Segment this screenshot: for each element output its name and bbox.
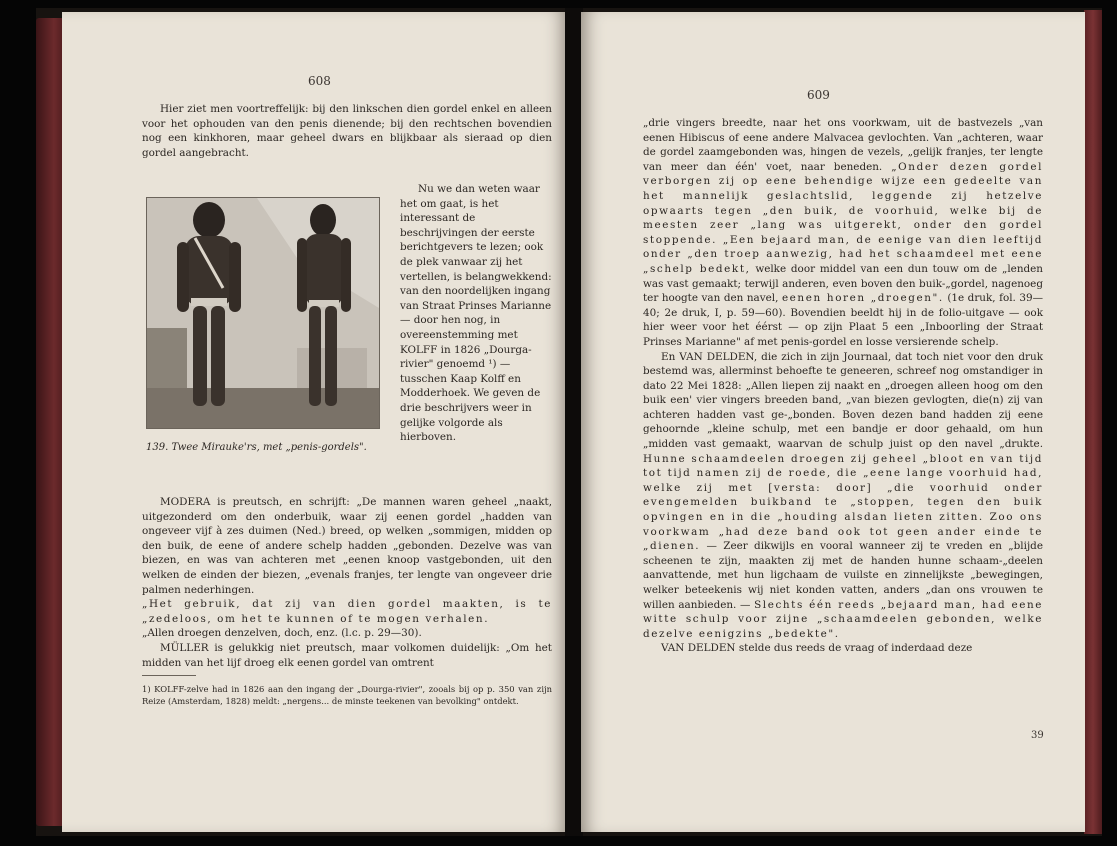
right-para1-b: welke door middel van een dun touw om de „lenden was vast gemaakt; terwijl anderen, even boven den buik-„gordel, nagenoeg ter hoogte van den navel, (643, 262, 1044, 305)
right-para2-spaced2: Slechts één reeds „bejaard man, had eene witte schulp voor zijne „schaamdeelen gebonden, welke dezelve eenigzins „bedekte". (643, 598, 1043, 640)
figure-caption: 139. Twee Mirauke'rs, met „penis-gordels". (146, 442, 367, 453)
left-page (62, 12, 567, 832)
page-number-left: 608 (308, 74, 331, 88)
book-spread (36, 8, 1102, 836)
right-para1-spaced2: eenen horen „droegen". (781, 292, 944, 305)
left-top-paragraph: Hier ziet men voortreffelijk: bij den linkschen dien gordel enkel en alleen voor het ophouden van den penis dienende; bij den rechtschen bovendien nog een kinkhoren, maar geheel dwars en blijkbaar als sieraad op dien gordel aangebracht. (142, 103, 552, 159)
book-cover-right (1084, 10, 1102, 834)
footnote: 1) KOLFF-zelve had in 1826 aan den ingang der „Dourga-rivier", zooals bij op p. 350 van zijn Reize (Amsterdam, 1828) meldt: „nergens... de minste teekenen van bevolking" ontdekt. (142, 684, 552, 706)
figure-illustration (147, 198, 379, 428)
right-para3: VAN DELDEN stelde dus reeds de vraag of inderdaad deze (661, 642, 973, 655)
right-para2-a: En VAN DELDEN, die zich in zijn Journaal, dat toch niet voor den druk bestemd was, allerminst behoefte te geneeren, schreef nog omstandiger in dato 22 Mei 1828: „Allen liepen zij naakt en „droegen alleen hoog om den buik een' vier vingers breeden band, „van biezen gevlogten, die(n) zij van achteren hadden vast ge-„bonden. Boven dezen band hadden zij eene gehoornde „kleine schulp, met een bandje er door gehaald, om hun „midden vast gemaakt, waarvan de schulp juist op den navel „drukte. (643, 350, 1043, 451)
right-para1-spaced: „Onder dezen gordel verborgen zij op eene behendige wijze een gedeelte van het mannelijk geslachtslid, leggende zij hetzelve opwaarts tegen „den buik, de voorhuid, welke bij de meesten zeer „lang was uitgerekt, onder den gordel stoppende. „Een bejaard man, de eenige van dien leeftijd onder „den troep aanwezig, had het schaamdeel met eene „schelp bedekt, (643, 160, 1043, 275)
right-para2-b: — Zeer dikwijls en vooral wanneer zij te vreden en „blijde scheenen te zijn, maakten zij met de handen hunne schaam-„deelen aanvattende, met hun ligchaam de vuilste en zinnelijkste „bewegingen, welker beteekenis wij niet konden vatten, anders „dan ons vrouwen te willen aanbieden. — (643, 540, 1043, 611)
signature-mark: 39 (1031, 730, 1044, 741)
left-side-column: Nu we dan weten waar het om gaat, is het interessant de beschrijvingen der eerste berichtgevers te lezen; ook de plek vanwaar zij het vertellen, is belangwekkend: van den noordelijken ingang van Straat Prinses Marianne — door hen nog, in overeenstemming met KOLFF in 1826 „Dourga-rivier" genoemd ¹) — tusschen Kaap Kolff en Modderhoek. We geven de drie beschrijvers weer in gelijke volgorde als hierboven. (400, 183, 552, 444)
left-main-text: MODERA is preutsch, en schrijft: „De mannen waren geheel „naakt, uitgezonderd om den onderbuik, waar zij eenen gordel „hadden van ongeveer vijf à zes duimen (Ned.) breed, op welken „sommigen, midden op den buik, de eene of andere schelp hadden „gebonden. Dezelve was van biezen, en was van achteren met „eenen knoop vastgebonden, uit den welken de einden der biezen, „evenals franjes, ter lengte van ongeveer drie palmen nederhingen. „Het gebruik, dat zij van dien gordel maakten, is te „zedeloos, om het te kunnen of te mogen verhalen. „Allen droegen denzelven, doch, enz. (l.c. p. 29—30). MÜLLER is gelukkig niet preutsch, maar volkomen duidelijk: „Om het midden van het lijf droeg elk eenen gordel van omtrent (142, 496, 552, 669)
page-number-right: 609 (807, 88, 830, 102)
right-para1-a: „drie vingers breedte, naar het ons voorkwam, uit de bastvezels „van eenen Hibiscus of eene andere Malvacea gevlochten. Van „achteren, waar de gordel zaamgebonden was, hingen de vezels, „gelijk franjes, ter lengte van meer dan één' voet, naar beneden. (643, 117, 1043, 173)
right-para1-c: (1e druk, fol. 39—40; 2e druk, I, p. 59—60). Bovendien beeldt hij in de folio-uitgave — ook hier weer voor het éérst — op zijn Plaat 5 een „Inboorling der Straat Prinses Marianne" af met penis-gordel en losse versierende schelp. (643, 292, 1043, 348)
right-main-text (643, 116, 1043, 656)
footnote-rule (142, 675, 196, 676)
right-para2-spaced: Hunne schaamdeelen droegen zij geheel „bloot en van tijd tot tijd namen zij de roede, die „eene lange voorhuid had, welke zij met [versta: door] „die voorhuid onder evengemelden buikband te „stoppen, tegen den buik opvingen en in die „houding alsdan lieten zitten. Zoo ons voorkwam „had deze band ook tot geen ander einde te „dienen. (643, 452, 1043, 553)
figure-photo (146, 197, 380, 429)
right-page (581, 12, 1085, 832)
